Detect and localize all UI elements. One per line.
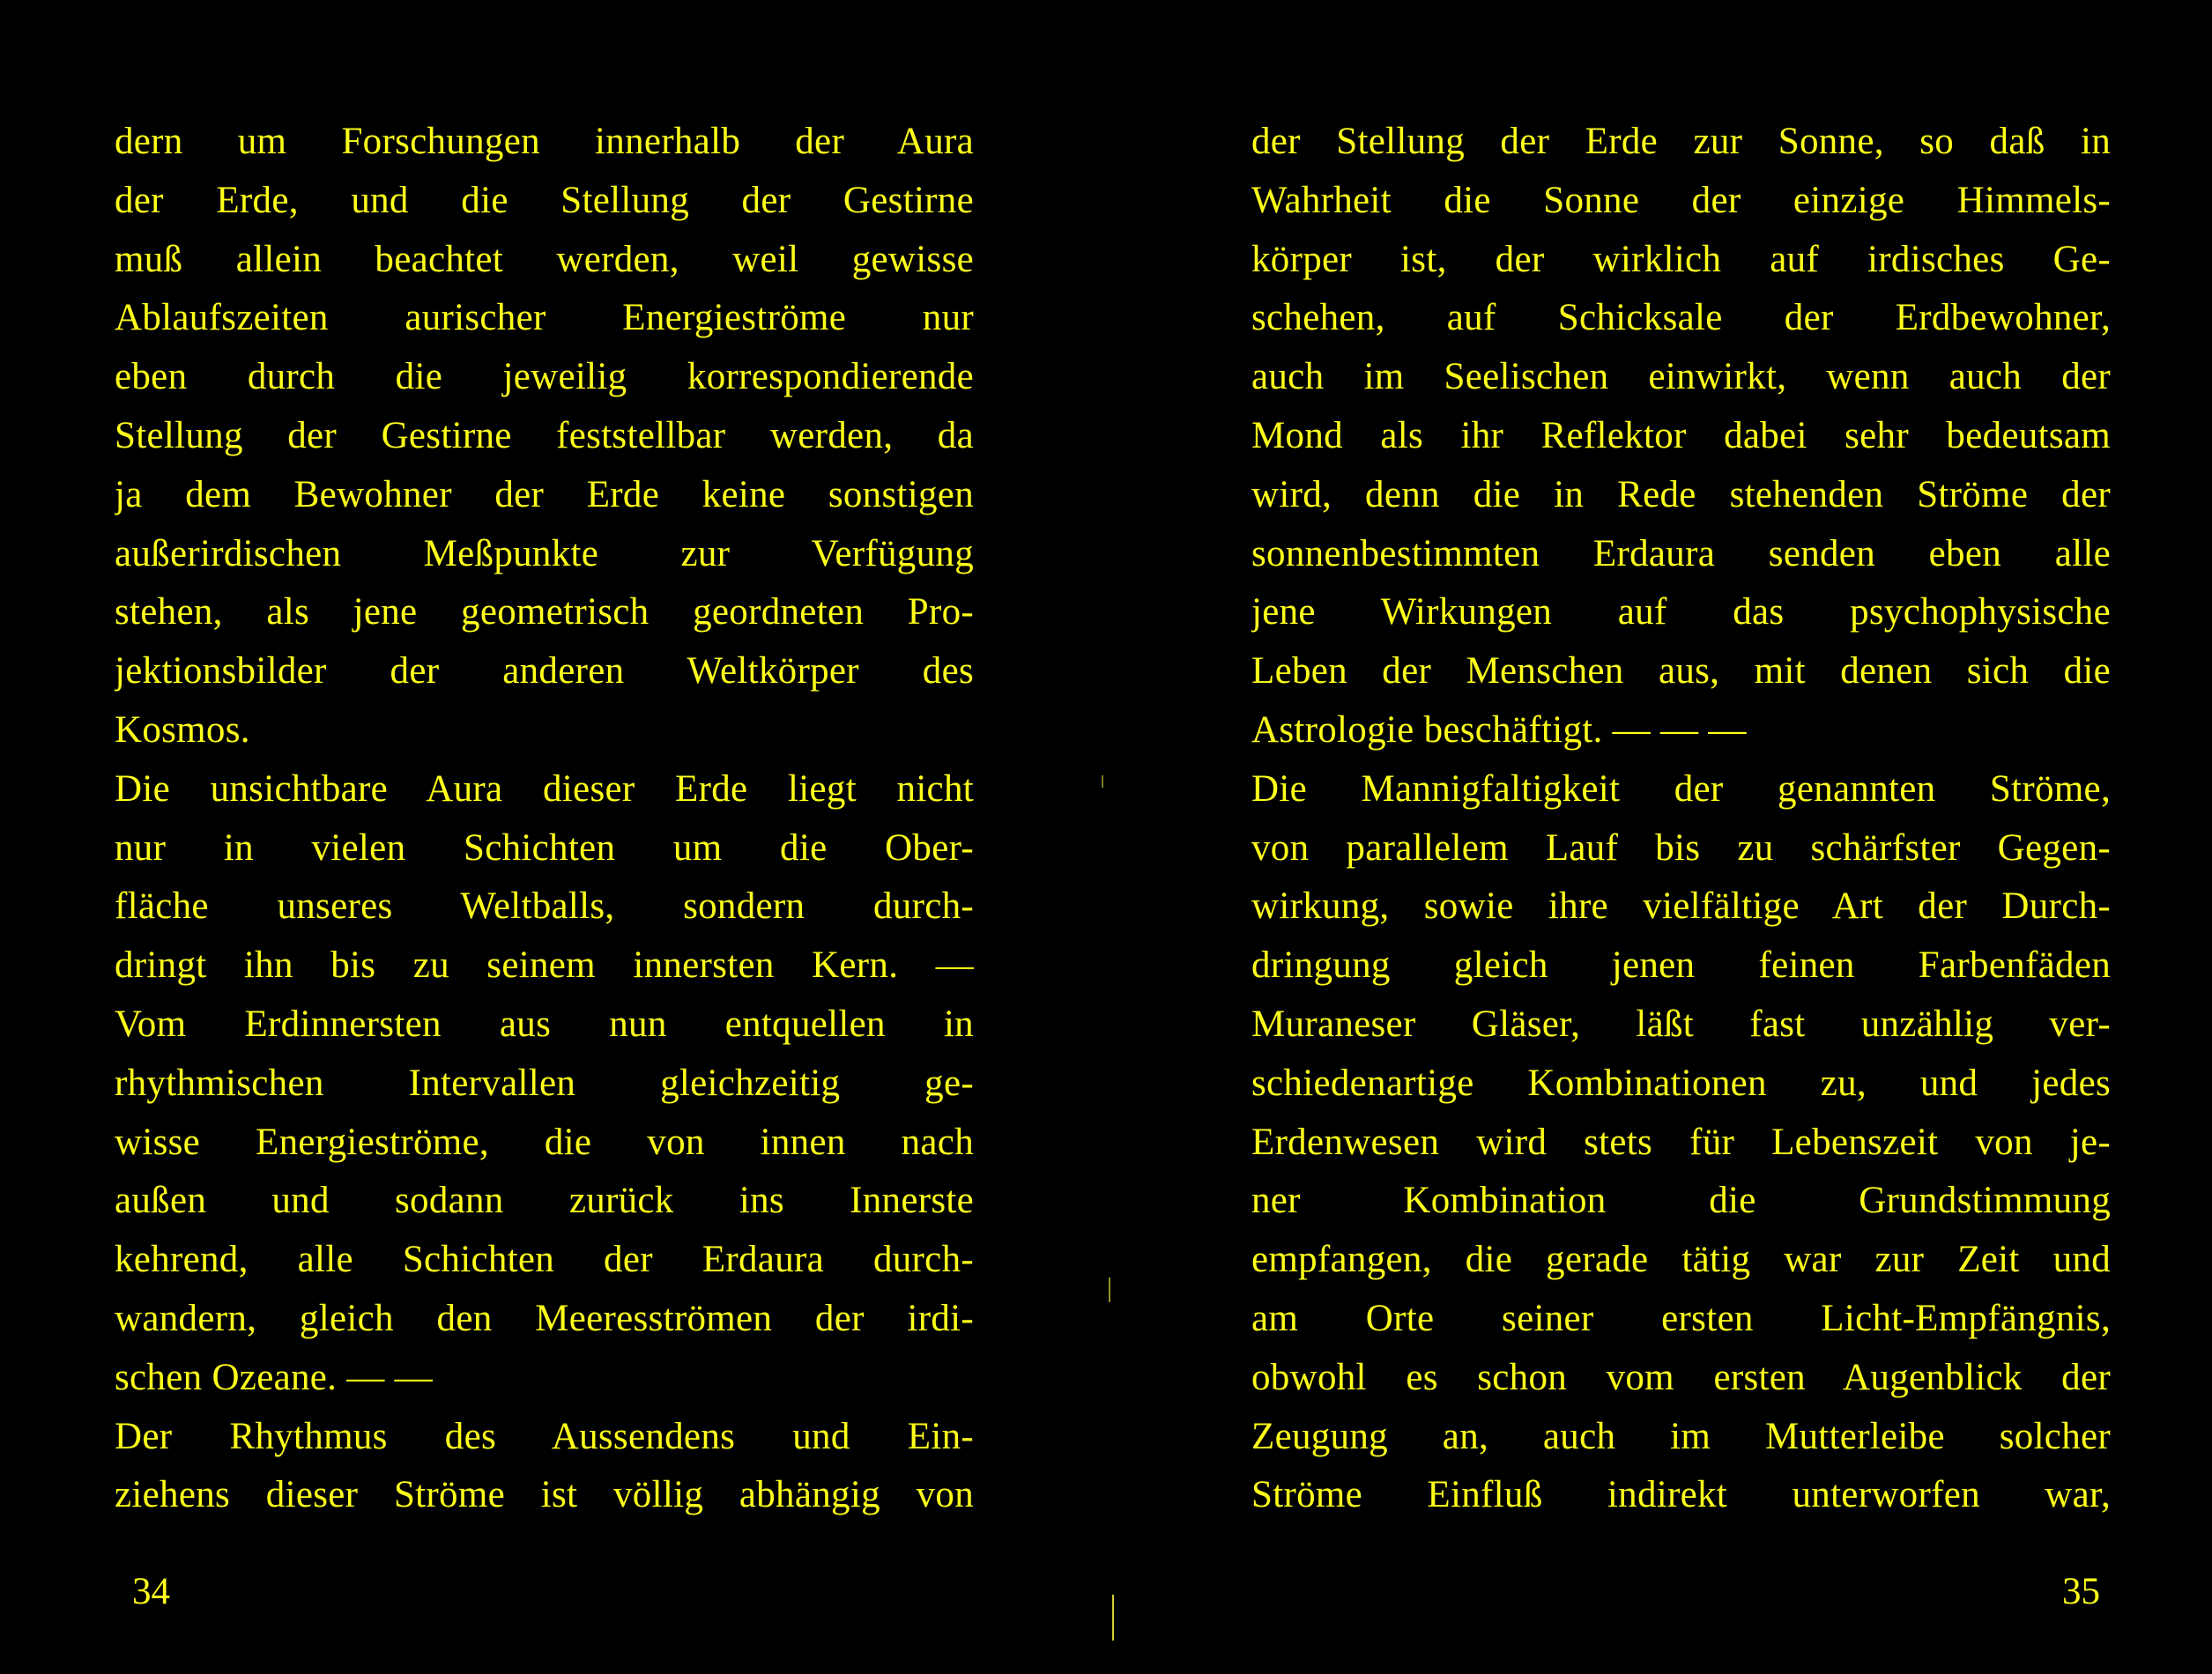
text-line: dern um Forschungen innerhalb der Aura bbox=[115, 121, 974, 162]
text-line: sonnenbestimmten Erdaura senden eben alle bbox=[1251, 532, 2111, 574]
text-line: rhythmischen Intervallen gleichzeitig ge- bbox=[115, 1062, 974, 1104]
gutter-mark bbox=[1112, 1595, 1114, 1641]
text-line: muß allein beachtet werden, weil gewisse bbox=[115, 238, 974, 280]
text-line: empfangen, die gerade tätig war zur Zeit und bbox=[1251, 1239, 2111, 1281]
text-line: Vom Erdinnersten aus nun entquellen in bbox=[115, 1003, 974, 1045]
text-line: Die Mannigfaltigkeit der genannten Ströme, bbox=[1251, 767, 2111, 810]
text-line: kehrend, alle Schichten der Erdaura durch- bbox=[115, 1239, 974, 1281]
gutter-mark bbox=[1109, 1278, 1110, 1302]
right-page bbox=[1251, 113, 2111, 1525]
text-line: Erdenwesen wird stets für Lebenszeit von je- bbox=[1251, 1121, 2111, 1163]
text-line: Zeugung an, auch im Mutterleibe solcher bbox=[1251, 1415, 2111, 1457]
text-line: jektionsbilder der anderen Weltkörper des bbox=[115, 650, 974, 693]
text-line: von parallelem Lauf bis zu schärfster Gegen- bbox=[1251, 826, 2111, 869]
text-line: Die unsichtbare Aura dieser Erde liegt nicht bbox=[115, 767, 974, 810]
text-line: Wahrheit die Sonne der einzige Himmels- bbox=[1251, 179, 2111, 221]
text-line: dringt ihn bis zu seinem innersten Kern. — bbox=[115, 944, 974, 987]
text-line: wisse Energieströme, die von innen nach bbox=[115, 1121, 974, 1163]
text-line: stehen, als jene geometrisch geordneten Pro- bbox=[115, 591, 974, 633]
text-line: wirkung, sowie ihre vielfältige Art der Durch- bbox=[1251, 885, 2111, 928]
text-line: auch im Seelischen einwirkt, wenn auch der bbox=[1251, 356, 2111, 398]
text-line: außen und sodann zurück ins Innerste bbox=[115, 1180, 974, 1222]
text-line: jene Wirkungen auf das psychophysische bbox=[1251, 591, 2111, 633]
text-line: Ströme Einfluß indirekt unterworfen war, bbox=[1251, 1474, 2111, 1516]
text-line: Der Rhythmus des Aussendens und Ein- bbox=[115, 1415, 974, 1457]
text-line: körper ist, der wirklich auf irdisches Ge- bbox=[1251, 238, 2111, 280]
text-line: obwohl es schon vom ersten Augenblick der bbox=[1251, 1356, 2111, 1398]
text-line: der Stellung der Erde zur Sonne, so daß in bbox=[1251, 121, 2111, 162]
text-line: Stellung der Gestirne feststellbar werden, da bbox=[115, 414, 974, 456]
text-line: schehen, auf Schicksale der Erdbewohner, bbox=[1251, 297, 2111, 339]
text-line: am Orte seiner ersten Licht-Empfängnis, bbox=[1251, 1297, 2111, 1339]
page-number-left: 34 bbox=[132, 1571, 170, 1612]
page-number-right: 35 bbox=[2062, 1571, 2100, 1612]
text-line: Leben der Menschen aus, mit denen sich die bbox=[1251, 650, 2111, 693]
text-line: Muraneser Gläser, läßt fast unzählig ver- bbox=[1251, 1003, 2111, 1045]
gutter-mark bbox=[1102, 775, 1103, 788]
right-page-text bbox=[1251, 113, 2111, 1525]
text-line: außerirdischen Meßpunkte zur Verfügung bbox=[115, 532, 974, 574]
text-line: Mond als ihr Reflektor dabei sehr bedeutsam bbox=[1251, 414, 2111, 456]
text-line: wandern, gleich den Meeresströmen der irdi- bbox=[115, 1297, 974, 1339]
text-line: ja dem Bewohner der Erde keine sonstigen bbox=[115, 473, 974, 515]
text-line: Kosmos. bbox=[115, 708, 250, 751]
text-line: nur in vielen Schichten um die Ober- bbox=[115, 826, 974, 869]
text-line: Ablaufszeiten aurischer Energieströme nur bbox=[115, 297, 974, 339]
text-line: Astrologie beschäftigt. — — — bbox=[1251, 708, 1747, 751]
text-line: dringung gleich jenen feinen Farbenfäden bbox=[1251, 944, 2111, 987]
left-page bbox=[115, 113, 974, 1525]
text-line: der Erde, und die Stellung der Gestirne bbox=[115, 179, 974, 221]
text-line: fläche unseres Weltballs, sondern durch- bbox=[115, 885, 974, 928]
text-line: eben durch die jeweilig korrespondierende bbox=[115, 356, 974, 398]
text-line: schiedenartige Kombinationen zu, und jedes bbox=[1251, 1062, 2111, 1104]
left-page-text bbox=[115, 113, 974, 1525]
text-line: schen Ozeane. — — bbox=[115, 1356, 433, 1398]
text-line: ziehens dieser Ströme ist völlig abhängig von bbox=[115, 1474, 974, 1516]
text-line: wird, denn die in Rede stehenden Ströme der bbox=[1251, 473, 2111, 515]
text-line: ner Kombination die Grundstimmung bbox=[1251, 1180, 2111, 1222]
